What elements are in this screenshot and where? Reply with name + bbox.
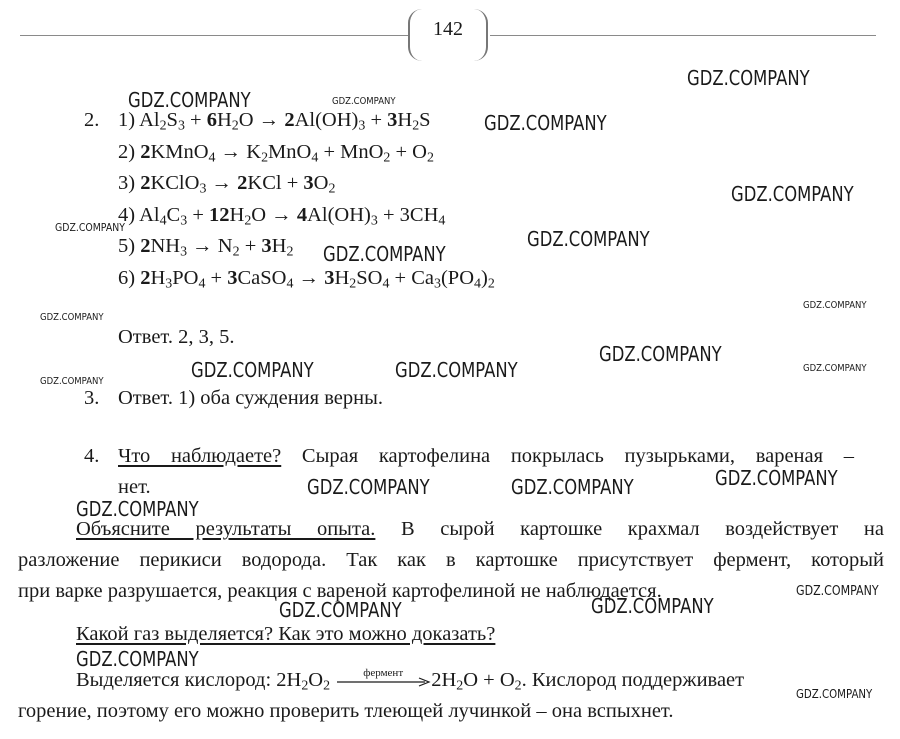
equation-2: 2) 2KMnO$_4$ → $K_2MnO_4 + MnO_2 + O_2$ — [118, 141, 434, 166]
gas-answer-line-2: горение, поэтому его можно проверить тлеющей лучинкой – она вспыхнет. — [18, 700, 674, 722]
task4-explanation: Объясните результаты опыта. В сырой картошке крахмал воздействует на разложение перикиси водорода. Так как в картошке присутствует фермент, который при варке разрушается, реакция с вареной картофелиной не наблюдается. — [18, 518, 885, 602]
watermark-label: GDZ.COMPANY — [76, 497, 199, 521]
equation-3: 3) 2KClO$_3$ → $2KCl + 3O_2$ — [118, 172, 336, 197]
watermark-label: GDZ.COMPANY — [40, 376, 104, 387]
equation-6: 6) $2H_3PO_4$ + 3CaSO$_4$ → $3H_2SO_4 + Ca_3(PO_4)_2$ — [118, 267, 495, 292]
equation-5: 5) $2NH_3 \to N_2 + 3H_2$ — [118, 235, 294, 260]
watermark-label: GDZ.COMPANY — [323, 242, 446, 266]
watermark-label: GDZ.COMPANY — [803, 300, 867, 311]
task3-answer: Ответ. 1) оба суждения верны. — [118, 387, 383, 409]
gas-answer-line: Выделяется кислород: $2H_2O_2$ фермент $2H_2O + O_2$. Кислород поддерживает — [76, 667, 745, 694]
watermark-label: GDZ.COMPANY — [76, 647, 199, 671]
watermark-label: GDZ.COMPANY — [731, 182, 854, 206]
watermark-label: GDZ.COMPANY — [484, 111, 607, 135]
header-rule-right — [490, 35, 876, 36]
watermark-label: GDZ.COMPANY — [796, 584, 879, 599]
watermark-label: GDZ.COMPANY — [715, 466, 838, 490]
task-number: 2. — [84, 109, 100, 131]
watermark-label: GDZ.COMPANY — [128, 88, 251, 112]
task4-observation: Что наблюдаете? Сырая картофелина покрылась пузырьками, вареная – — [118, 445, 854, 467]
watermark-label: GDZ.COMPANY — [511, 475, 634, 499]
task2-answer: Ответ. 2, 3, 5. — [118, 326, 235, 348]
watermark-label: GDZ.COMPANY — [599, 342, 722, 366]
question-gas: Какой газ выделяется? Как это можно доказать? — [76, 623, 496, 645]
watermark-label: GDZ.COMPANY — [591, 594, 714, 618]
task-number: 3. — [84, 387, 100, 409]
watermark-label: GDZ.COMPANY — [527, 227, 650, 251]
equation-4: 4) $Al_4C_3 + 12H_2O \to 4Al(OH)_3 + 3CH_4$ — [118, 204, 446, 229]
watermark-label: GDZ.COMPANY — [55, 221, 125, 234]
watermark-label: GDZ.COMPANY — [191, 358, 314, 382]
page-number: 142 — [433, 18, 463, 40]
watermark-label: GDZ.COMPANY — [40, 312, 104, 323]
watermark-label: GDZ.COMPANY — [307, 475, 430, 499]
question-explain: Объясните результаты опыта. — [76, 518, 376, 540]
watermark-label: GDZ.COMPANY — [687, 66, 810, 90]
watermark-label: GDZ.COMPANY — [803, 363, 867, 374]
task4-observation-cont: нет. — [118, 476, 151, 498]
watermark-label: GDZ.COMPANY — [332, 96, 396, 107]
watermark-label: GDZ.COMPANY — [279, 598, 402, 622]
watermark-label: GDZ.COMPANY — [395, 358, 518, 382]
question-observe: Что наблюдаете? — [118, 445, 282, 467]
watermark-label: GDZ.COMPANY — [796, 687, 873, 701]
header-rule-left — [20, 35, 408, 36]
task-number: 4. — [84, 445, 100, 467]
equation-1: 1) $Al_2S_3 + 6H_2O \to 2Al(OH)_3 + 3H_2S$ — [118, 109, 431, 134]
enzyme-arrow: фермент — [335, 671, 431, 691]
